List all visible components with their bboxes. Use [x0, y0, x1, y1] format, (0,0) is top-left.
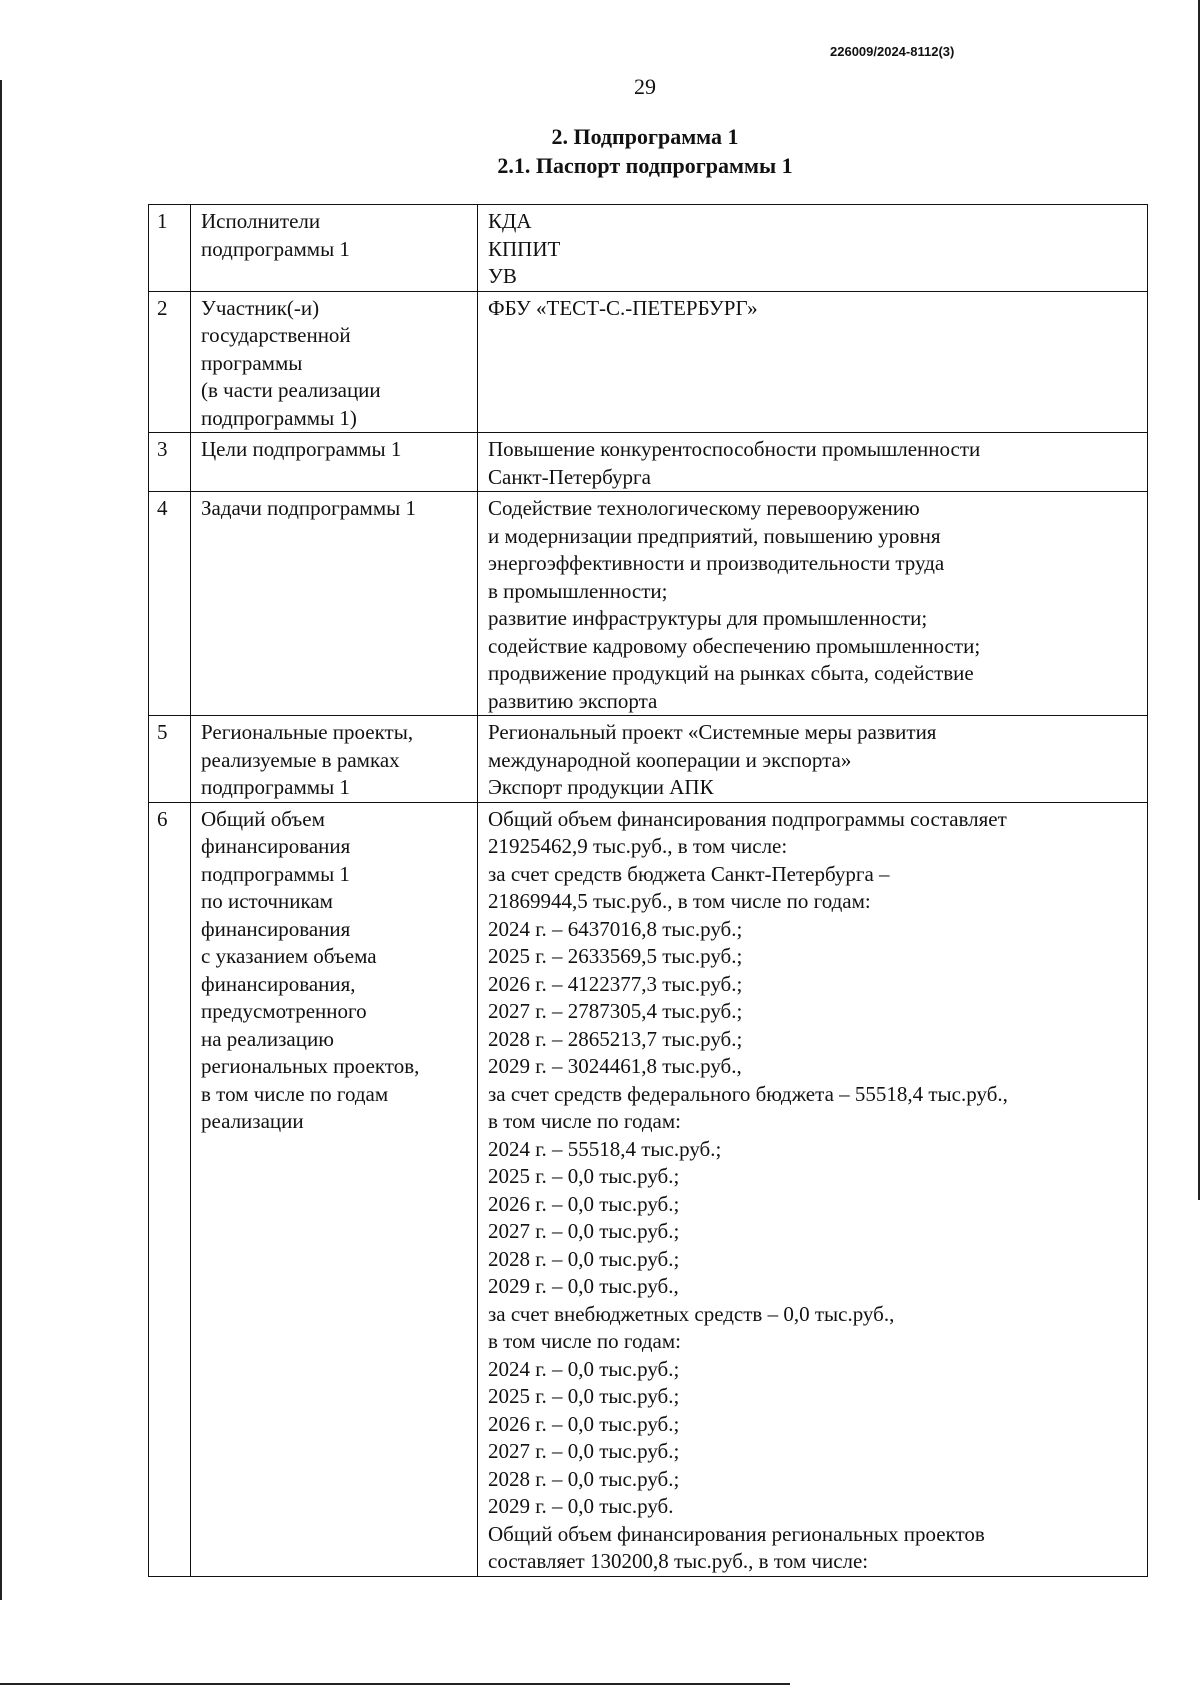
content-line: в том числе по годам:	[488, 1109, 681, 1133]
content-line: за счет средств бюджета Санкт-Петербурга –	[488, 861, 890, 886]
content-line: КДА	[488, 209, 532, 233]
table-row	[149, 291, 1148, 433]
label-line: государственной	[201, 323, 351, 347]
row-content	[478, 492, 1148, 716]
row-content	[478, 433, 1148, 492]
content-line: развитие инфраструктуры для промышленности;	[488, 606, 928, 630]
section-title: 2. Подпрограмма 1	[551, 124, 739, 149]
document-number: 226009/2024-8112(3)	[830, 44, 955, 59]
row-content	[478, 802, 1148, 1576]
content-line: содействие кадровому обеспечению промышленности;	[488, 633, 981, 658]
label-line: с указанием объема	[201, 944, 377, 968]
label-line: финансирования	[201, 916, 351, 941]
content-line: Экспорт продукции АПК	[488, 775, 714, 799]
content-line: 2025 г. – 0,0 тыс.руб.;	[488, 1164, 680, 1188]
content-line: 2027 г. – 0,0 тыс.руб.;	[488, 1219, 680, 1243]
content-line: Общий объем финансирования региональных проектов	[488, 1521, 985, 1546]
table-body	[149, 205, 1148, 1577]
label-line: финансирования	[201, 834, 351, 858]
label-line: программы	[201, 350, 303, 375]
label-line: Задачи подпрограммы 1	[201, 496, 416, 520]
content-line: в промышленности;	[488, 578, 668, 603]
label-line: финансирования,	[201, 971, 356, 996]
table-row	[149, 716, 1148, 803]
section-titles	[0, 122, 1200, 180]
row-label	[191, 433, 478, 492]
label-line: (в части реализации	[201, 378, 381, 402]
label-line: Региональные проекты,	[201, 720, 414, 744]
content-line: Региональный проект «Системные меры развития	[488, 720, 937, 744]
content-line: 2025 г. – 2633569,5 тыс.руб.;	[488, 944, 743, 968]
row-label	[191, 716, 478, 803]
content-line: ФБУ «ТЕСТ-С.-ПЕТЕРБУРГ»	[488, 295, 758, 320]
content-line: 2029 г. – 0,0 тыс.руб.	[488, 1494, 674, 1518]
label-line: по источникам	[201, 889, 333, 913]
content-line: 2028 г. – 0,0 тыс.руб.;	[488, 1246, 680, 1271]
table-row	[149, 205, 1148, 292]
row-content	[478, 205, 1148, 292]
content-line: 2029 г. – 0,0 тыс.руб.,	[488, 1274, 679, 1298]
row-content	[478, 291, 1148, 433]
content-line: Санкт-Петербурга	[488, 464, 651, 489]
label-line: подпрограммы 1	[201, 775, 350, 799]
row-number: 6	[149, 802, 191, 1576]
content-line: 2027 г. – 2787305,4 тыс.руб.;	[488, 999, 743, 1023]
content-line: Повышение конкурентоспособности промышленности	[488, 437, 981, 461]
label-line: подпрограммы 1)	[201, 405, 357, 430]
content-line: 21869944,5 тыс.руб., в том числе по годам:	[488, 889, 871, 913]
label-line: подпрограммы 1	[201, 861, 350, 886]
content-line: за счет средств федерального бюджета – 55518,4 тыс.руб.,	[488, 1081, 1008, 1106]
content-line: 21925462,9 тыс.руб., в том числе:	[488, 834, 788, 858]
label-line: реализации	[201, 1109, 304, 1133]
content-line: продвижение продукций на рынках сбыта, содействие	[488, 661, 974, 685]
row-number: 4	[149, 492, 191, 716]
label-line: на реализацию	[201, 1026, 334, 1051]
content-line: развитию экспорта	[488, 688, 658, 713]
content-line: 2029 г. – 3024461,8 тыс.руб.,	[488, 1054, 742, 1078]
table-row	[149, 492, 1148, 716]
page-number: 29	[634, 74, 656, 99]
label-line: Общий объем	[201, 806, 325, 831]
table-row	[149, 433, 1148, 492]
subprogram-passport-table	[148, 204, 1148, 1577]
content-line: Содействие технологическому перевооружению	[488, 496, 920, 520]
content-line: 2026 г. – 0,0 тыс.руб.;	[488, 1411, 680, 1436]
content-line: международной кооперации и экспорта»	[488, 747, 852, 772]
content-line: 2026 г. – 0,0 тыс.руб.;	[488, 1191, 680, 1216]
content-line: 2028 г. – 2865213,7 тыс.руб.;	[488, 1026, 743, 1051]
subsection-title: 2.1. Паспорт подпрограммы 1	[497, 153, 793, 178]
content-line: 2024 г. – 55518,4 тыс.руб.;	[488, 1136, 722, 1161]
label-line: предусмотренного	[201, 999, 367, 1023]
row-label	[191, 492, 478, 716]
row-number: 5	[149, 716, 191, 803]
content-line: 2026 г. – 4122377,3 тыс.руб.;	[488, 971, 743, 996]
label-line: Участник(-и)	[201, 295, 320, 320]
row-number: 1	[149, 205, 191, 292]
content-line: составляет 130200,8 тыс.руб., в том числе:	[488, 1549, 869, 1573]
row-label	[191, 205, 478, 292]
content-line: за счет внебюджетных средств – 0,0 тыс.руб.,	[488, 1301, 895, 1326]
content-line: энергоэффективности и производительности труда	[488, 551, 945, 575]
content-line: 2024 г. – 0,0 тыс.руб.;	[488, 1356, 680, 1381]
content-line: 2028 г. – 0,0 тыс.руб.;	[488, 1466, 680, 1491]
table-row	[149, 802, 1148, 1576]
content-line: КППИТ	[488, 236, 561, 261]
row-label	[191, 291, 478, 433]
content-line: УВ	[488, 264, 517, 288]
scan-edge-left	[0, 80, 2, 1600]
label-line: Цели подпрограммы 1	[201, 437, 402, 461]
label-line: в том числе по годам	[201, 1081, 389, 1106]
scan-edge-bottom	[0, 1683, 790, 1685]
label-line: подпрограммы 1	[201, 236, 350, 261]
row-content	[478, 716, 1148, 803]
row-label	[191, 802, 478, 1576]
label-line: Исполнители	[201, 209, 321, 233]
label-line: реализуемые в рамках	[201, 747, 400, 772]
content-line: Общий объем финансирования подпрограммы составляет	[488, 806, 1007, 831]
content-line: 2025 г. – 0,0 тыс.руб.;	[488, 1384, 680, 1408]
label-line: региональных проектов,	[201, 1054, 420, 1078]
content-line: и модернизации предприятий, повышению уровня	[488, 523, 941, 548]
content-line: 2024 г. – 6437016,8 тыс.руб.;	[488, 916, 743, 941]
row-number: 3	[149, 433, 191, 492]
content-line: в том числе по годам:	[488, 1329, 681, 1353]
row-number: 2	[149, 291, 191, 433]
content-line: 2027 г. – 0,0 тыс.руб.;	[488, 1439, 680, 1463]
